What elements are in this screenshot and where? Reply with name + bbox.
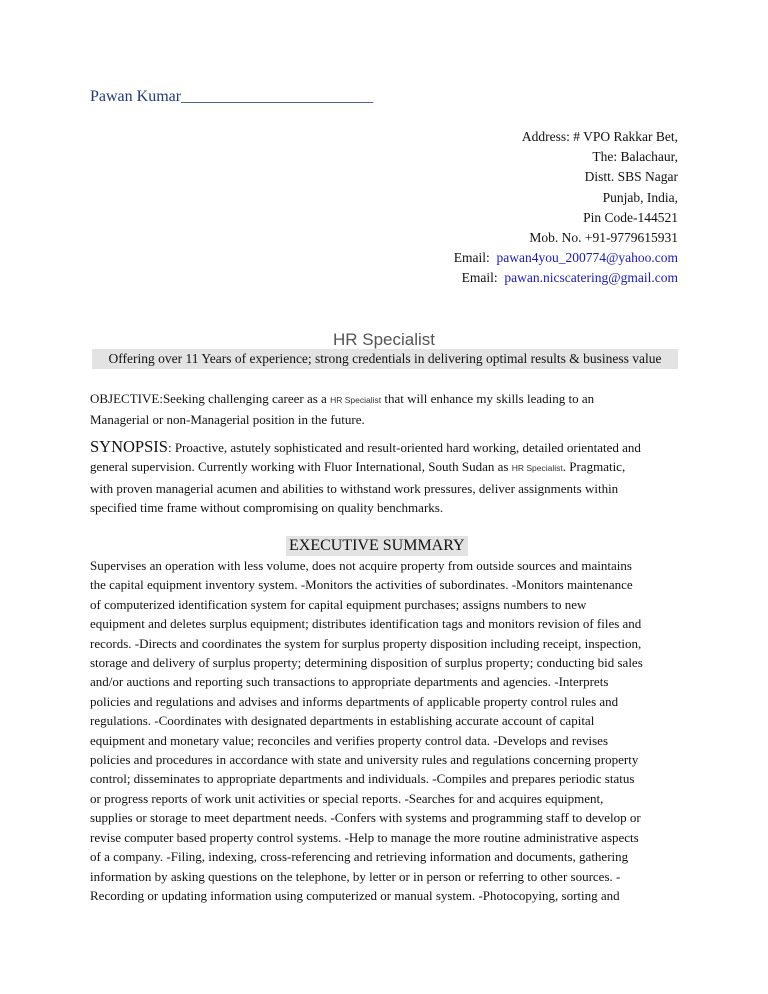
- name-underline: ________________________: [181, 88, 374, 105]
- address-line-1: Address: # VPO Rakkar Bet,: [521, 129, 678, 144]
- synopsis-line-2: [90, 457, 680, 478]
- summary-line: of a company. -Filing, indexing, cross-referencing and retrieving information and documents, gathering: [90, 849, 629, 865]
- email-label: Email:: [461, 270, 498, 286]
- headline-subtitle: Offering over 11 Years of experience; strong credentials in delivering optimal results & business value: [92, 349, 678, 369]
- summary-line: or progress reports of work unit activities or special reports. -Searches for and acquires equipment,: [90, 790, 604, 806]
- objective-section: [90, 389, 680, 430]
- synopsis-line-1: [90, 437, 680, 457]
- candidate-name: Pawan Kumar: [90, 88, 182, 105]
- objective-text-cont: that will enhance my skills leading to an: [381, 391, 595, 406]
- synopsis-role: HR Specialist: [511, 463, 563, 474]
- objective-line-2: Managerial or non-Managerial position in the future.: [90, 412, 365, 428]
- summary-line: of computerized identification system for capital equipment purchases; assigns numbers to new: [90, 596, 587, 612]
- mobile-number: Mob. No. +91-9779615931: [529, 230, 678, 246]
- summary-line: information by asking questions on the telephone, by letter or in person or referring to other sources. -: [90, 868, 621, 884]
- objective-text: Seeking challenging career as a: [162, 391, 331, 406]
- objective-label: OBJECTIVE:: [90, 391, 163, 406]
- contact-block: [454, 127, 678, 289]
- objective-line-1: [90, 389, 680, 410]
- summary-line: records. -Directs and coordinates the system for surplus property disposition including receipt, inspection,: [90, 635, 642, 651]
- address-line-3: Distt. SBS Nagar: [584, 169, 678, 185]
- name-header: [90, 88, 373, 106]
- address-line-2: The: Balachaur,: [592, 149, 678, 165]
- summary-line: Recording or updating information using computerized or manual system. -Photocopying, sorting and: [90, 887, 620, 903]
- email-line-1: [454, 248, 678, 268]
- summary-line: equipment and deletes surplus equipment; distributes identification tags and monitors revision of files and: [90, 616, 642, 632]
- synopsis-line-4: specified time frame without compromising on quality benchmarks.: [90, 500, 444, 516]
- synopsis-label: SYNOPSIS: [90, 437, 168, 456]
- synopsis-text-cont: . Pragmatic,: [562, 459, 626, 475]
- summary-line: the capital equipment inventory system. -Monitors the activities of subordinates. -Monitors maintenance: [90, 577, 633, 593]
- executive-summary-body: [90, 556, 680, 905]
- email-link[interactable]: pawan.nicscatering@gmail.com: [504, 270, 678, 286]
- summary-line: regulations. -Coordinates with designated departments in establishing accurate account of capital: [90, 713, 595, 729]
- summary-line: policies and regulations and advises and informs departments of applicable property control rules and: [90, 693, 619, 709]
- summary-line: revise computer based property control systems. -Help to manage the more routine administrative aspects: [90, 829, 639, 845]
- objective-role: HR Specialist: [330, 395, 382, 405]
- synopsis-text: : Proactive, astutely sophisticated and result-oriented hard working, detailed orientated and: [167, 440, 641, 455]
- synopsis-text: general supervision. Currently working with Fluor International, South Sudan as: [90, 459, 512, 475]
- synopsis-section: [90, 437, 680, 518]
- summary-line: control; disseminates to appropriate departments and individuals. -Compiles and prepares periodic status: [90, 771, 635, 787]
- summary-line: storage and delivery of surplus property; determining disposition of surplus property; conducting bid sales: [90, 655, 643, 671]
- address-line-4: Punjab, India,: [602, 189, 678, 205]
- address-line-5: Pin Code-144521: [583, 209, 678, 225]
- summary-line: supplies or storage to meet department needs. -Confers with systems and programming staff to develop or: [90, 810, 641, 826]
- summary-line: Supervises an operation with less volume, does not acquire property from outside sources and maintains: [90, 558, 632, 573]
- email-line-2: [454, 268, 678, 288]
- synopsis-line-3: with proven managerial acumen and abilities to withstand work pressures, deliver assignments within: [90, 480, 619, 496]
- summary-line: equipment and monetary value; reconciles and verifies property control data. -Develops and revises: [90, 732, 609, 748]
- email-label: Email:: [453, 250, 490, 266]
- executive-summary-title: EXECUTIVE SUMMARY: [286, 536, 468, 556]
- summary-line: and/or auctions and reporting such transactions to appropriate departments and agencies. -Interprets: [90, 674, 609, 690]
- headline-title: HR Specialist: [332, 330, 436, 349]
- email-link[interactable]: pawan4you_200774@yahoo.com: [496, 250, 678, 266]
- summary-line: policies and procedures in accordance with state and university rules and regulations concerning property: [90, 752, 639, 768]
